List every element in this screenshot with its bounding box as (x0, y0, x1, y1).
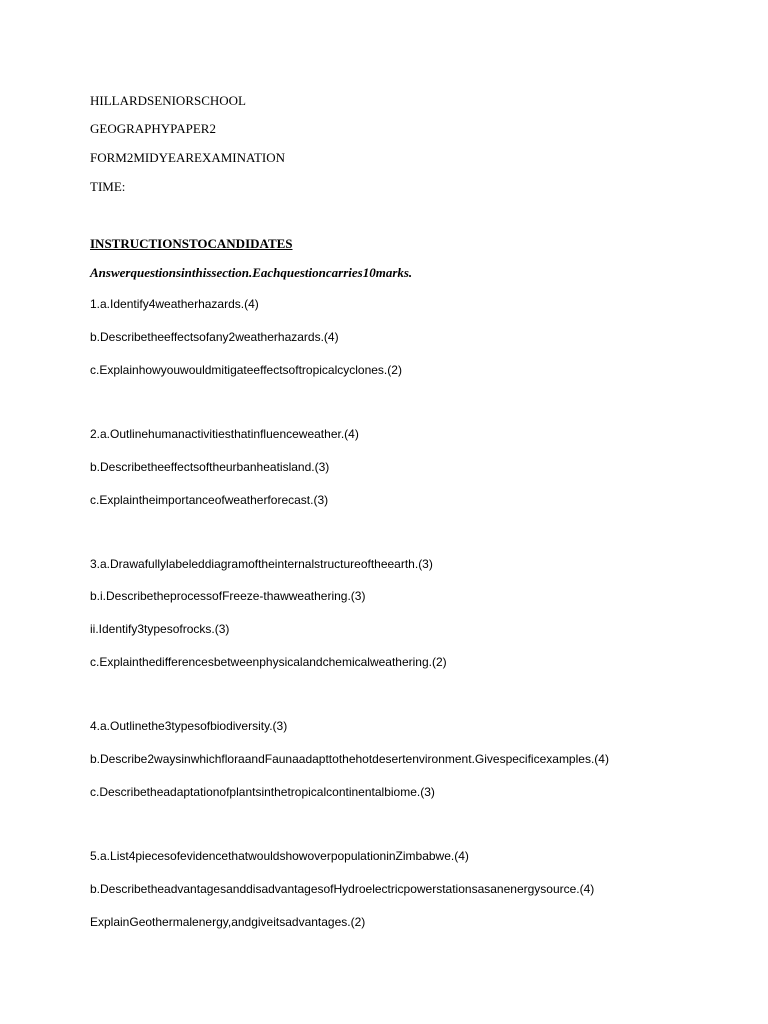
question-5b: b.DescribetheadvantagesanddisadvantagesofHydroelectricpowerstationsasanenergysource.(4) (90, 882, 595, 896)
time-label: TIME: (90, 179, 126, 194)
instructions-text: Answerquestionsinthissection.Eachquestioncarries10marks. (90, 265, 413, 280)
question-2b: b.Describetheeffectsoftheurbanheatisland.(3) (90, 460, 330, 474)
question-4b: b.Describe2waysinwhichfloraandFaunaadapttothehotdesertenvironment.Givespecificexamples.(4) (90, 752, 609, 766)
question-1c: c.Explainhowyouwouldmitigateeffectsoftropicalcyclones.(2) (90, 363, 402, 377)
question-4a: 4.a.Outlinethe3typesofbiodiversity.(3) (90, 719, 288, 733)
question-3bi: b.i.DescribetheprocessofFreeze-thawweathering.(3) (90, 589, 366, 603)
question-1b: b.Describetheeffectsofany2weatherhazards.(4) (90, 330, 339, 344)
exam-title: FORM2MIDYEAREXAMINATION (90, 150, 285, 165)
question-2c: c.Explaintheimportanceofweatherforecast.(3) (90, 493, 329, 507)
question-1a: 1.a.Identify4weatherhazards.(4) (90, 297, 259, 311)
question-5a: 5.a.List4piecesofevidencethatwouldshowoverpopulationinZimbabwe.(4) (90, 849, 469, 863)
question-3bii: ii.Identify3typesofrocks.(3) (90, 622, 230, 636)
paper-title: GEOGRAPHYPAPER2 (90, 121, 216, 136)
question-4c: c.Describetheadaptationofplantsinthetropicalcontinentalbiome.(3) (90, 785, 435, 799)
question-2a: 2.a.Outlinehumanactivitiesthatinfluenceweather.(4) (90, 427, 359, 441)
school-name: HILLARDSENIORSCHOOL (90, 93, 246, 108)
question-3a: 3.a.Drawafullylabeleddiagramoftheinternalstructureoftheearth.(3) (90, 557, 433, 571)
question-3c: c.Explainthedifferencesbetweenphysicalandchemicalweathering.(2) (90, 655, 447, 669)
question-5c: ExplainGeothermalenergy,andgiveitsadvantages.(2) (90, 915, 366, 929)
instructions-heading: INSTRUCTIONSTOCANDIDATES (90, 236, 293, 251)
